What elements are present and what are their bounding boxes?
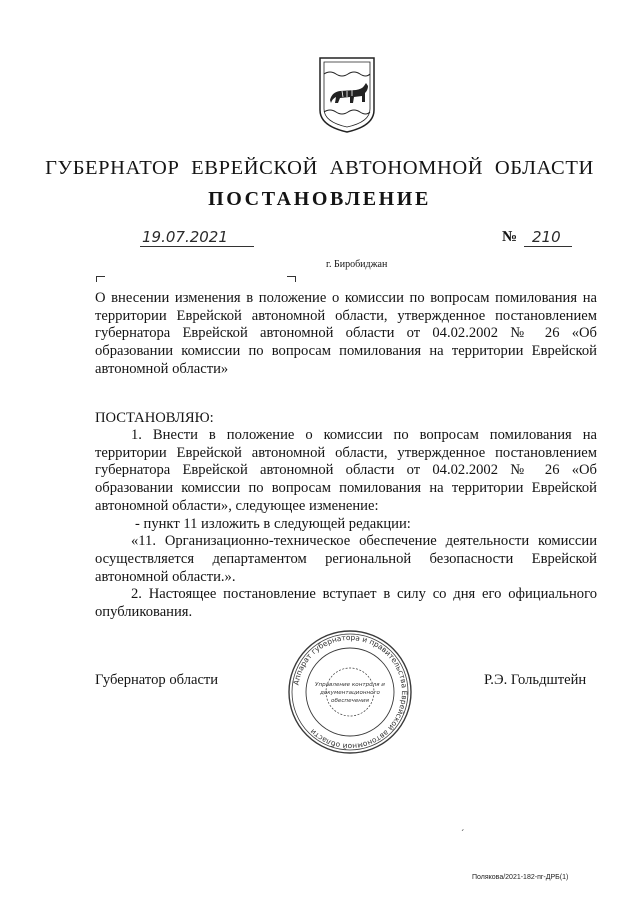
document-date: 19.07.2021 — [140, 228, 254, 247]
issuing-authority: ГУБЕРНАТОР ЕВРЕЙСКОЙ АВТОНОМНОЙ ОБЛАСТИ — [45, 157, 594, 179]
seal-outer-text: Аппарат губернатора и правительства Еврейской автономной области — [291, 632, 410, 752]
signer-name: Р.Э. Гольдштейн — [484, 672, 587, 688]
subject-corner-right — [287, 276, 296, 282]
decree-word: ПОСТАНОВЛЯЮ: — [95, 410, 214, 426]
official-seal-icon — [286, 628, 414, 756]
document-body — [95, 427, 597, 622]
footer-reference-code: Полякова/2021-182-пг-ДРБ(1) — [472, 874, 569, 881]
margin-tick-mark: ˊ — [461, 829, 465, 840]
body-item-1-quote: «11. Организационно-техническое обеспечение деятельности комиссии осуществляется департаментом региональной безопасности Еврейской автономной области.». — [95, 533, 597, 585]
body-item-2: 2. Настоящее постановление вступает в силу со дня его официального опубликования. — [95, 586, 597, 621]
subject-corner-left — [96, 276, 105, 282]
coat-of-arms-icon — [318, 56, 376, 134]
number-label: № — [502, 229, 518, 245]
city-of-issue: г. Биробиджан — [326, 259, 388, 270]
seal-inner-line-1: Управление контроля и — [315, 682, 385, 688]
signer-title: Губернатор области — [95, 672, 219, 688]
document-type-title: ПОСТАНОВЛЕНИЕ — [208, 188, 431, 210]
seal-inner-line-2: документационного — [320, 690, 380, 696]
document-subject: О внесении изменения в положение о комиссии по вопросам помилования на территории Еврейской автономной области, утвержденное постановлением губернатора Еврейской автономной области от 04.02.2002 № 26 «Об образовании комиссии по вопросам помилования на территории Еврейской автономной области» — [95, 290, 597, 377]
seal-inner-line-3: обеспечения — [331, 698, 369, 704]
document-number: 210 — [524, 228, 572, 247]
body-item-1-sub: - пункт 11 изложить в следующей редакции: — [135, 515, 411, 532]
body-item-1: 1. Внести в положение о комиссии по вопросам помилования на территории Еврейской автономной области, утвержденное постановлением губернатора Еврейской автономной области от 04.02.2002 № 26 «Об образовании комиссии по вопросам помилования на территории Еврейской автономной области», следующее изменение: — [95, 427, 597, 514]
